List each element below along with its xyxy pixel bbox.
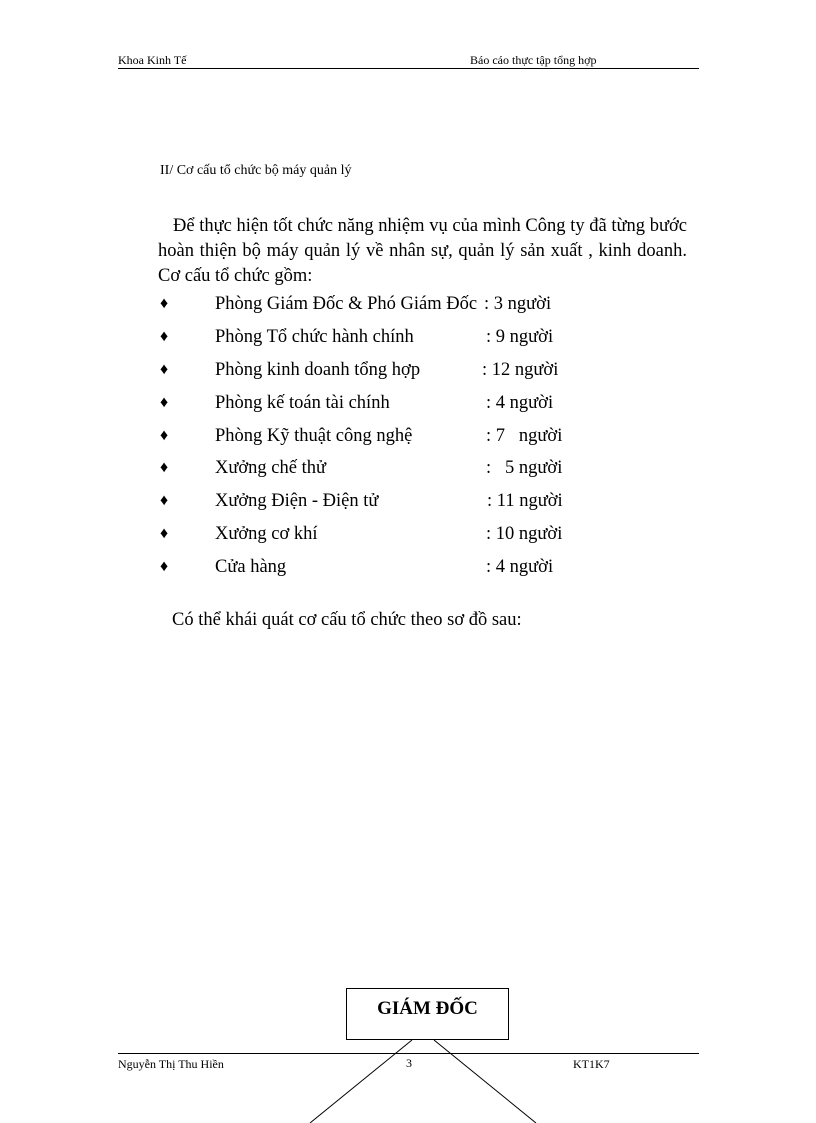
department-count: : 3 người (484, 294, 552, 314)
diamond-bullet-icon: ♦ (160, 459, 169, 476)
header-left: Khoa Kinh Tế (118, 53, 187, 67)
department-label: Xưởng cơ khí (215, 524, 318, 544)
department-label: Phòng kế toán tài chính (215, 393, 390, 413)
diamond-bullet-icon: ♦ (160, 295, 169, 312)
department-count: : 7 người (486, 426, 563, 446)
footer-class-code: KT1K7 (573, 1057, 610, 1071)
department-label: Phòng Tổ chức hành chính (215, 327, 414, 347)
footer-rule (118, 1053, 699, 1054)
org-chart-intro: Có thể khái quát cơ cấu tổ chức theo sơ đồ sau: (172, 610, 522, 630)
department-count: : 4 người (486, 393, 554, 413)
department-label: Xưởng Điện - Điện tử (215, 491, 379, 511)
diamond-bullet-icon: ♦ (160, 427, 169, 444)
diamond-bullet-icon: ♦ (160, 328, 169, 345)
department-label: Phòng Giám Đốc & Phó Giám Đốc (215, 294, 478, 314)
diamond-bullet-icon: ♦ (160, 558, 169, 575)
department-count: : 9 người (486, 327, 554, 347)
department-count: : 12 người (482, 360, 559, 380)
intro-paragraph: Để thực hiện tốt chức năng nhiệm vụ của mình Công ty đã từng bước hoàn thiện bộ máy quản lý về nhân sự, quản lý sản xuất , kinh doanh. Cơ cấu tổ chức gồm: (158, 216, 687, 286)
header-right: Báo cáo thực tập tổng hợp (470, 53, 597, 67)
diamond-bullet-icon: ♦ (160, 525, 169, 542)
department-label: Phòng kinh doanh tổng hợp (215, 360, 421, 380)
department-count: : 11 người (487, 491, 563, 511)
page-number: 3 (406, 1056, 412, 1070)
section-title: II/ Cơ cấu tổ chức bộ máy quản lý (160, 163, 352, 178)
department-count: : 10 người (486, 524, 563, 544)
department-label: Cửa hàng (215, 557, 287, 577)
department-label: Xưởng chế thử (215, 458, 327, 478)
footer-author: Nguyễn Thị Thu Hiền (118, 1057, 224, 1071)
org-chart-director-box (346, 988, 509, 1040)
diamond-bullet-icon: ♦ (160, 492, 169, 509)
diamond-bullet-icon: ♦ (160, 361, 169, 378)
department-count: : 4 người (486, 557, 554, 577)
department-count: : 5 người (486, 458, 563, 478)
diamond-bullet-icon: ♦ (160, 394, 169, 411)
department-label: Phòng Kỹ thuật công nghệ (215, 426, 413, 446)
director-box-label: GIÁM ĐỐC (377, 998, 478, 1019)
